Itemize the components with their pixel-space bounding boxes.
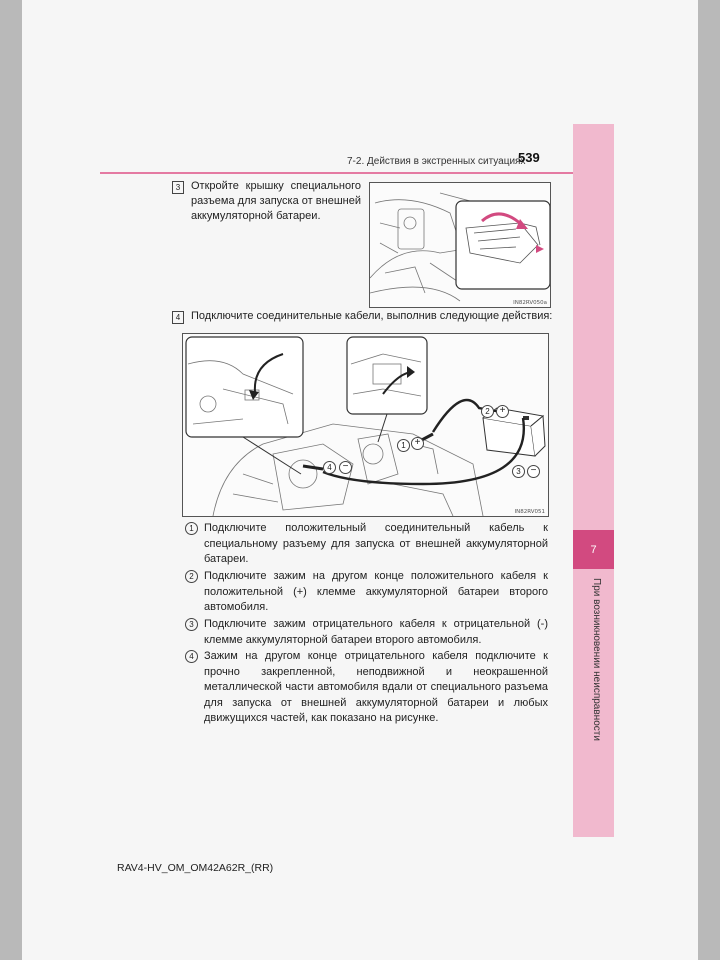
step-number-3: 3 [172, 181, 184, 194]
instruction-marker-3: 3 [185, 618, 198, 631]
chapter-number-badge [573, 530, 614, 569]
instruction-text-4: Зажим на другом конце отрицательного кабеля подключите к прочно закрепленной, неподвижной и неокрашенной металлической части автомобиля вдали от специального разъема для запуска от внешней аккумуляторной батареи и любых движущихся частей, как показано на рисунке. [204, 650, 548, 724]
callout-4: 4 [323, 461, 336, 474]
figure-2-code: IN82RV051 [514, 509, 545, 515]
step-number-4: 4 [172, 311, 184, 324]
document-code: RAV4-HV_OM_OM42A62R_(RR) [117, 862, 274, 874]
instruction-marker-1: 1 [185, 522, 198, 535]
callout-3-minus: − [527, 465, 540, 478]
instruction-item-1 [185, 521, 548, 569]
figure-jump-start-cover [369, 182, 551, 308]
callout-3: 3 [512, 465, 525, 478]
header-rule [100, 172, 573, 174]
instruction-text-2: Подключите зажим на другом конце положительного кабеля к положительной (+) клемме аккумуляторной батареи второго автомобиля. [204, 570, 548, 613]
instruction-text-3: Подключите зажим отрицательного кабеля к отрицательной (-) клемме аккумуляторной батареи второго автомобиля. [204, 618, 548, 646]
callout-1: 1 [397, 439, 410, 452]
cable-connection-illustration [183, 334, 548, 516]
step-4-text: Подключите соединительные кабели, выполнив следующие действия: [191, 310, 553, 322]
step-3-text: Откройте крышку специального разъема для запуска от внешней аккумуляторной батареи. [191, 180, 361, 222]
instruction-marker-2: 2 [185, 570, 198, 583]
engine-bay-illustration [370, 183, 550, 307]
section-title: 7-2. Действия в экстренных ситуациях [347, 156, 526, 167]
callout-1-plus: + [411, 437, 424, 450]
instruction-item-3 [185, 617, 548, 649]
figure-cable-connection [182, 333, 549, 517]
chapter-number: 7 [590, 543, 597, 556]
callout-2: 2 [481, 405, 494, 418]
callout-2-plus: + [496, 405, 509, 418]
figure-1-code: IN82RV050a [513, 300, 547, 306]
callout-4-minus: − [339, 461, 352, 474]
page-number: 539 [518, 150, 540, 165]
instruction-item-4 [185, 649, 548, 739]
instruction-marker-4: 4 [185, 650, 198, 663]
instruction-text-1: Подключите положительный соединительный кабель к специальному разъему для запуска от внешней аккумуляторной батареи. [204, 522, 548, 565]
chapter-title: При возникновении неисправности [591, 578, 602, 741]
instruction-item-2 [185, 569, 548, 617]
